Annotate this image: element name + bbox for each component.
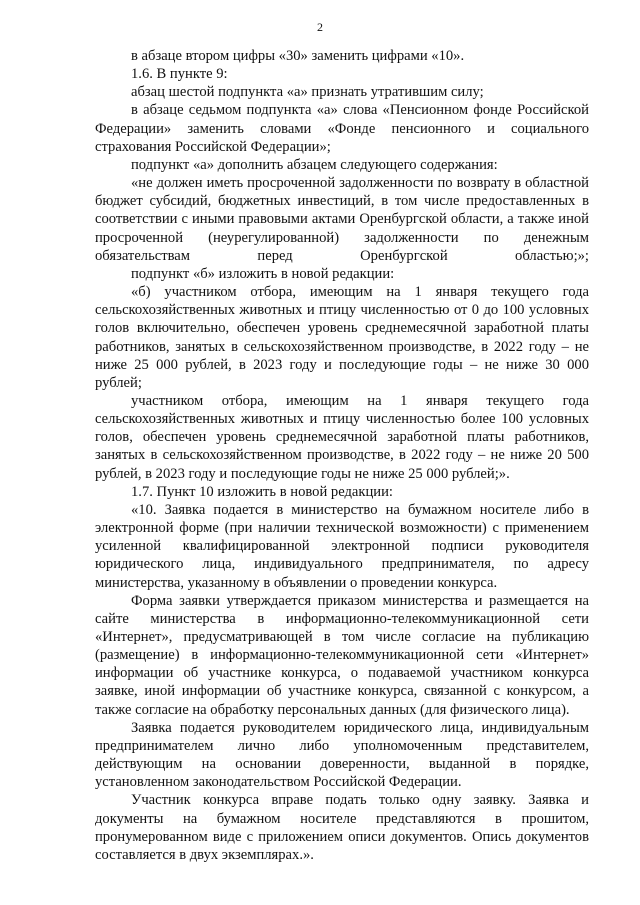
- paragraph-2: 1.6. В пункте 9:: [131, 66, 228, 83]
- document-body: [95, 47, 589, 864]
- paragraph-6: «не должен иметь просроченной задолженности по возврату в областной бюджет субсидий, бюджетных инвестиций, в том числе предоставленных в соответствии с иными правовыми актами Оренбургской области, а также иной просроченной (неурегулированной) задолженности по денежным обязательствам перед Оренбургской областью;»;: [95, 175, 589, 264]
- paragraph-7: подпункт «б» изложить в новой редакции:: [131, 265, 395, 282]
- paragraph-10: 1.7. Пункт 10 изложить в новой редакции:: [131, 483, 393, 500]
- paragraph-11: «10. Заявка подается в министерство на бумажном носителе либо в электронной форме (при наличии технической возможности) с применением усиленной квалифицированной электронной подписи руководителя юридического лица, индивидуального предпринимателя, по адресу министерства, указанному в объявлении о проведении конкурса.: [95, 501, 589, 591]
- paragraph-9: участником отбора, имеющим на 1 января текущего года сельскохозяйственных животных и птицу численностью более 100 условных голов, обеспечен уровень среднемесячной заработной платы работников, занятых в сельскохозяйственном производстве, в 2022 году – не ниже 20 500 рублей, в 2023 году и последующие годы не ниже 25 000 рублей;».: [95, 392, 589, 482]
- paragraph-5: подпункт «а» дополнить абзацем следующего содержания:: [131, 156, 498, 173]
- paragraph-8: «б) участником отбора, имеющим на 1 января текущего года сельскохозяйственных животных и птицу численностью от 0 до 100 условных голов включительно, обеспечен уровень среднемесячной заработной платы работников, занятых в сельскохозяйственном производстве, в 2022 году – не ниже 25 000 рублей, в 2023 году и последующие годы – не ниже 30 000 рублей;: [95, 284, 589, 391]
- paragraph-13: Заявка подается руководителем юридического лица, индивидуальным предпринимателем лично либо уполномоченным представителем, действующим на основании доверенности, выданной в порядке, установленном законодательством Российской Федерации.: [95, 719, 589, 791]
- paragraph-14: Участник конкурса вправе подать только одну заявку. Заявка и документы на бумажном носителе представляются в прошитом, пронумерованном виде с приложением описи документов. Опись документов составляется в двух экземплярах.».: [95, 792, 589, 863]
- paragraph-1: в абзаце втором цифры «30» заменить цифрами «10».: [131, 48, 465, 64]
- page-number: 2: [317, 20, 323, 34]
- paragraph-3: абзац шестой подпункта «а» признать утратившим силу;: [131, 84, 484, 101]
- paragraph-4: в абзаце седьмом подпункта «а» слова «Пенсионном фонде Российской Федерации» заменить словами «Фонде пенсионного и социального страхования Российской Федерации»;: [95, 102, 589, 155]
- paragraph-12: Форма заявки утверждается приказом министерства и размещается на сайте министерства в информационно-телекоммуникационной сети «Интернет», предусматривающей в том числе согласие на публикацию (размещение) в информационно-телекоммуникационной сети «Интернет» информации об участнике конкурса, о подаваемой участником конкурса заявке, иной информации об участнике конкурса, связанной с конкурсом, а также согласие на обработку персональных данных (для физического лица).: [95, 592, 589, 718]
